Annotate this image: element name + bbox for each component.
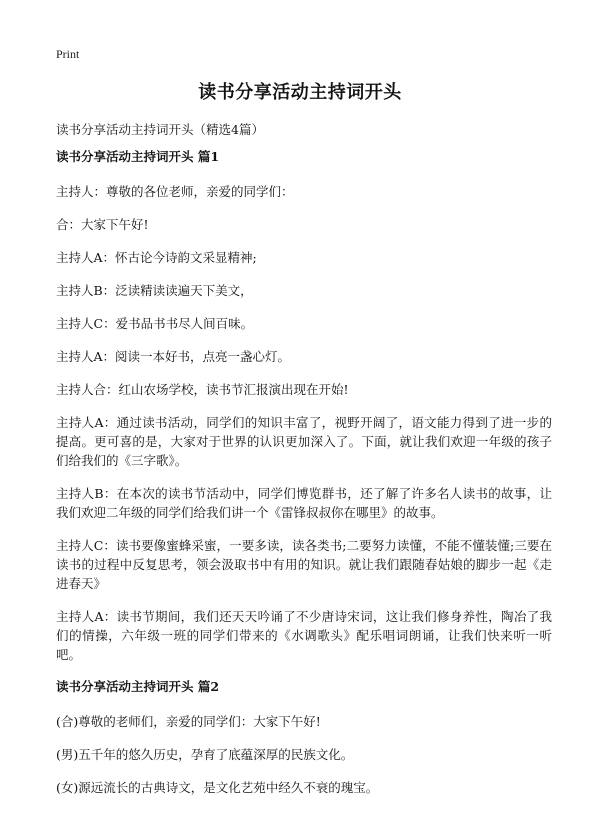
section-2: [56, 678, 552, 797]
document-subtitle: 读书分享活动主持词开头（精选4篇）: [56, 122, 264, 137]
paragraph: 主持人：尊敬的各位老师，亲爱的同学们：: [56, 184, 294, 199]
document-body: [56, 148, 552, 811]
paragraph: (女)源远流长的古典诗文，是文化艺苑中经久不衰的瑰宝。: [56, 780, 379, 795]
paragraph: 主持人C：读书要像蜜蜂采蜜，一要多读，读各类书;二要努力读懂，不能不懂装懂;三要在读书的过程中反复思考，领会汲取书中有用的知识。就让我们跟随春姑娘的脚步一起《走进春天》: [56, 538, 552, 591]
paragraph: 主持人A：阅读一本好书，点亮一盏心灯。: [56, 349, 291, 364]
paragraph: 主持人A：通过读书活动，同学们的知识丰富了，视野开阔了，语文能力得到了进一步的提高。更可喜的是，大家对于世界的认识更加深入了。下面，就让我们欢迎一年级的孩子们给我们的《三字歌》。: [56, 415, 552, 468]
paragraph: 主持人A：怀古论今诗韵文采显精神;: [56, 250, 257, 265]
paragraph: 主持人合：红山农场学校，读书节汇报演出现在开始!: [56, 382, 349, 397]
paragraph: (合)尊敬的老师们，亲爱的同学们：大家下午好!: [56, 714, 321, 729]
paragraph: (男)五千年的悠久历史，孕育了底蕴深厚的民族文化。: [56, 747, 354, 762]
paragraph: 主持人B：在本次的读书节活动中，同学们博览群书，还了解了许多名人读书的故事，让我们欢迎二年级的同学们给我们讲一个《雷锋叔叔你在哪里》的故事。: [56, 486, 552, 520]
paragraph: 主持人C：爱书品书书尽人间百味。: [56, 316, 254, 331]
paragraph: 主持人A：读书节期间，我们还天天吟诵了不少唐诗宋词，这让我们修身养性，陶冶了我们的情操，六年级一班的同学们带来的《水调歌头》配乐唱词朗诵，让我们快来听一听吧。: [56, 609, 552, 662]
print-label: Print: [56, 47, 80, 61]
section-heading: 读书分享活动主持词开头 篇2: [56, 679, 220, 694]
page-title: 读书分享活动主持词开头: [198, 82, 402, 103]
section-1: [56, 148, 552, 664]
section-heading: 读书分享活动主持词开头 篇1: [56, 149, 220, 164]
paragraph: 合：大家下午好!: [56, 217, 149, 232]
paragraph: 主持人B：泛读精读读遍天下美文，: [56, 283, 253, 298]
